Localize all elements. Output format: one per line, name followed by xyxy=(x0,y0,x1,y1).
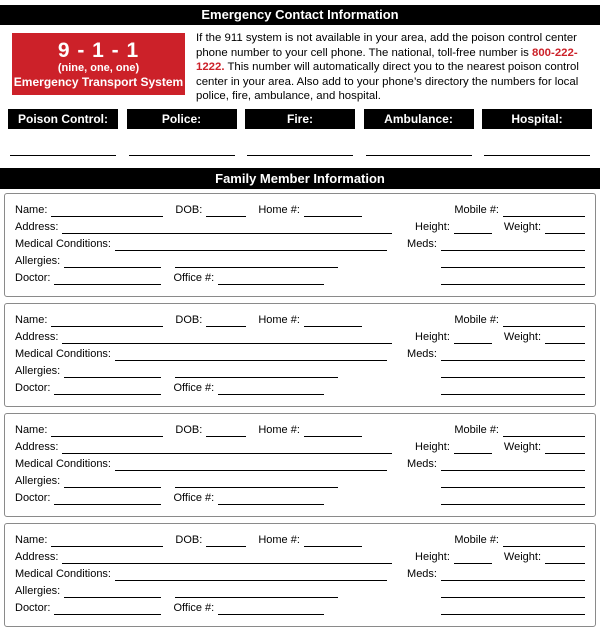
meds-extra-line-1[interactable] xyxy=(441,476,585,488)
address-label: Address: xyxy=(15,550,59,563)
allergies-line[interactable] xyxy=(64,586,161,598)
meds-line[interactable] xyxy=(441,459,585,471)
office-number-line[interactable] xyxy=(218,273,324,285)
contact-label-hospital: Hospital: xyxy=(482,109,592,129)
doctor-line[interactable] xyxy=(54,383,161,395)
dob-line[interactable] xyxy=(206,425,246,437)
allergies-extra-line[interactable] xyxy=(175,476,338,488)
address-line[interactable] xyxy=(62,442,392,454)
fire-line-slot xyxy=(245,155,355,156)
doctor-label: Doctor: xyxy=(15,491,51,504)
home-number-label: Home #: xyxy=(258,423,300,436)
meds-extra-line-1[interactable] xyxy=(441,366,585,378)
meds-label: Meds: xyxy=(407,457,437,470)
height-line[interactable] xyxy=(454,442,492,454)
meds-extra-line-2[interactable] xyxy=(441,603,585,615)
office-number-label: Office #: xyxy=(173,381,215,394)
member-row-5 xyxy=(15,598,585,615)
poison-control-phone-number: 800-222-1222. xyxy=(196,46,578,74)
medical-conditions-line[interactable] xyxy=(115,459,387,471)
dob-label: DOB: xyxy=(175,533,203,546)
instructions-text xyxy=(196,31,588,104)
meds-line[interactable] xyxy=(441,349,585,361)
contact-label-ambulance: Ambulance: xyxy=(364,109,474,129)
meds-line[interactable] xyxy=(441,569,585,581)
weight-label: Weight: xyxy=(503,550,541,563)
family-section-title: Family Member Information xyxy=(215,170,385,186)
weight-label: Weight: xyxy=(503,220,541,233)
contact-lines-row xyxy=(0,155,600,156)
name-line[interactable] xyxy=(51,205,163,217)
weight-line[interactable] xyxy=(545,332,585,344)
home-number-label: Home #: xyxy=(258,533,300,546)
name-label: Name: xyxy=(15,423,48,436)
weight-label: Weight: xyxy=(503,440,541,453)
dob-label: DOB: xyxy=(175,313,203,326)
allergies-extra-line[interactable] xyxy=(175,256,338,268)
mobile-number-label: Mobile #: xyxy=(454,313,499,326)
office-number-line[interactable] xyxy=(218,493,324,505)
height-label: Height: xyxy=(415,550,450,563)
allergies-label: Allergies: xyxy=(15,364,61,377)
medical-conditions-label: Medical Conditions: xyxy=(15,567,111,580)
member-row-1 xyxy=(15,530,585,547)
allergies-extra-line[interactable] xyxy=(175,366,338,378)
medical-conditions-line[interactable] xyxy=(115,239,387,251)
height-label: Height: xyxy=(415,440,450,453)
doctor-line[interactable] xyxy=(54,603,161,615)
family-banner xyxy=(0,168,600,189)
contact-label-police: Police: xyxy=(127,109,237,129)
office-number-line[interactable] xyxy=(218,383,324,395)
home-number-line[interactable] xyxy=(304,315,362,327)
medical-conditions-line[interactable] xyxy=(115,349,387,361)
member-row-3 xyxy=(15,344,585,361)
family-members-list xyxy=(4,193,596,627)
address-label: Address: xyxy=(15,330,59,343)
member-row-2 xyxy=(15,217,585,234)
police-line[interactable] xyxy=(129,155,235,156)
weight-label: Weight: xyxy=(503,330,541,343)
office-number-line[interactable] xyxy=(218,603,324,615)
member-row-4 xyxy=(15,581,585,598)
family-member-card-2 xyxy=(4,303,596,407)
allergies-label: Allergies: xyxy=(15,254,61,267)
height-label: Height: xyxy=(415,220,450,233)
office-number-label: Office #: xyxy=(173,601,215,614)
family-member-card-4 xyxy=(4,523,596,627)
allergies-line[interactable] xyxy=(64,476,161,488)
instructions-before: If the 911 system is not available in your area, add the poison control center phone number to your cell phone. The national, toll-free number is xyxy=(196,32,577,59)
dob-line[interactable] xyxy=(206,315,246,327)
doctor-label: Doctor: xyxy=(15,601,51,614)
dob-line[interactable] xyxy=(206,205,246,217)
dob-label: DOB: xyxy=(175,423,203,436)
meds-label: Meds: xyxy=(407,567,437,580)
allergies-line[interactable] xyxy=(64,256,161,268)
meds-line[interactable] xyxy=(441,239,585,251)
allergies-extra-line[interactable] xyxy=(175,586,338,598)
meds-label: Meds: xyxy=(407,237,437,250)
address-label: Address: xyxy=(15,440,59,453)
mobile-number-label: Mobile #: xyxy=(454,423,499,436)
meds-extra-line-1[interactable] xyxy=(441,586,585,598)
member-row-5 xyxy=(15,488,585,505)
member-row-4 xyxy=(15,361,585,378)
instructions-after: This number will automatically direct you to the nearest poison control center in your area. Also add to your phone’s directory the numbers for local police, fire, ambulance, and hospital. xyxy=(196,61,579,103)
header-banner xyxy=(0,5,600,25)
name-label: Name: xyxy=(15,533,48,546)
doctor-label: Doctor: xyxy=(15,271,51,284)
meds-label: Meds: xyxy=(407,347,437,360)
name-label: Name: xyxy=(15,203,48,216)
address-label: Address: xyxy=(15,220,59,233)
member-row-4 xyxy=(15,471,585,488)
mobile-number-line[interactable] xyxy=(503,205,585,217)
name-line[interactable] xyxy=(51,315,163,327)
weight-line[interactable] xyxy=(545,442,585,454)
contact-label-fire: Fire: xyxy=(245,109,355,129)
member-row-2 xyxy=(15,327,585,344)
address-line[interactable] xyxy=(62,222,392,234)
dob-label: DOB: xyxy=(175,203,203,216)
home-number-label: Home #: xyxy=(258,313,300,326)
contact-label-poison-control: Poison Control: xyxy=(8,109,118,129)
poison-control-line-slot xyxy=(8,155,118,156)
poison-control-line[interactable] xyxy=(10,155,116,156)
member-row-4 xyxy=(15,251,585,268)
member-row-1 xyxy=(15,310,585,327)
name-label: Name: xyxy=(15,313,48,326)
badge-words: (nine, one, one) xyxy=(57,62,140,74)
allergies-line[interactable] xyxy=(64,366,161,378)
mobile-number-label: Mobile #: xyxy=(454,203,499,216)
home-number-line[interactable] xyxy=(304,205,362,217)
home-number-line[interactable] xyxy=(304,535,362,547)
address-line[interactable] xyxy=(62,552,392,564)
dob-line[interactable] xyxy=(206,535,246,547)
hospital-line-slot xyxy=(482,155,592,156)
medical-conditions-label: Medical Conditions: xyxy=(15,237,111,250)
name-line[interactable] xyxy=(51,425,163,437)
doctor-line[interactable] xyxy=(54,493,161,505)
height-line[interactable] xyxy=(454,552,492,564)
member-row-2 xyxy=(15,547,585,564)
meds-extra-line-2[interactable] xyxy=(441,273,585,285)
name-line[interactable] xyxy=(51,535,163,547)
hospital-line[interactable] xyxy=(484,155,590,156)
doctor-line[interactable] xyxy=(54,273,161,285)
fire-line[interactable] xyxy=(247,155,353,156)
mobile-number-line[interactable] xyxy=(503,535,585,547)
family-member-card-3 xyxy=(4,413,596,517)
family-member-card-1 xyxy=(4,193,596,297)
member-row-3 xyxy=(15,454,585,471)
office-number-label: Office #: xyxy=(173,491,215,504)
mobile-number-line[interactable] xyxy=(503,425,585,437)
member-row-5 xyxy=(15,268,585,285)
home-number-label: Home #: xyxy=(258,203,300,216)
badge-number: 9 - 1 - 1 xyxy=(57,39,140,62)
member-row-5 xyxy=(15,378,585,395)
weight-line[interactable] xyxy=(545,222,585,234)
member-row-1 xyxy=(15,200,585,217)
medical-conditions-label: Medical Conditions: xyxy=(15,347,111,360)
office-number-label: Office #: xyxy=(173,271,215,284)
police-line-slot xyxy=(127,155,237,156)
page-title: Emergency Contact Information xyxy=(201,7,399,22)
member-row-2 xyxy=(15,437,585,454)
meds-extra-line-2[interactable] xyxy=(441,383,585,395)
height-line[interactable] xyxy=(454,222,492,234)
intro-section xyxy=(12,33,588,104)
ambulance-line[interactable] xyxy=(366,155,472,156)
doctor-label: Doctor: xyxy=(15,381,51,394)
member-row-3 xyxy=(15,564,585,581)
height-line[interactable] xyxy=(454,332,492,344)
address-line[interactable] xyxy=(62,332,392,344)
home-number-line[interactable] xyxy=(304,425,362,437)
member-row-3 xyxy=(15,234,585,251)
allergies-label: Allergies: xyxy=(15,584,61,597)
ambulance-line-slot xyxy=(364,155,474,156)
meds-extra-line-2[interactable] xyxy=(441,493,585,505)
medical-conditions-line[interactable] xyxy=(115,569,387,581)
contact-labels-row xyxy=(0,109,600,129)
mobile-number-line[interactable] xyxy=(503,315,585,327)
weight-line[interactable] xyxy=(545,552,585,564)
member-row-1 xyxy=(15,420,585,437)
meds-extra-line-1[interactable] xyxy=(441,256,585,268)
mobile-number-label: Mobile #: xyxy=(454,533,499,546)
medical-conditions-label: Medical Conditions: xyxy=(15,457,111,470)
height-label: Height: xyxy=(415,330,450,343)
911-badge xyxy=(12,33,185,95)
allergies-label: Allergies: xyxy=(15,474,61,487)
badge-caption: Emergency Transport System xyxy=(13,75,184,89)
